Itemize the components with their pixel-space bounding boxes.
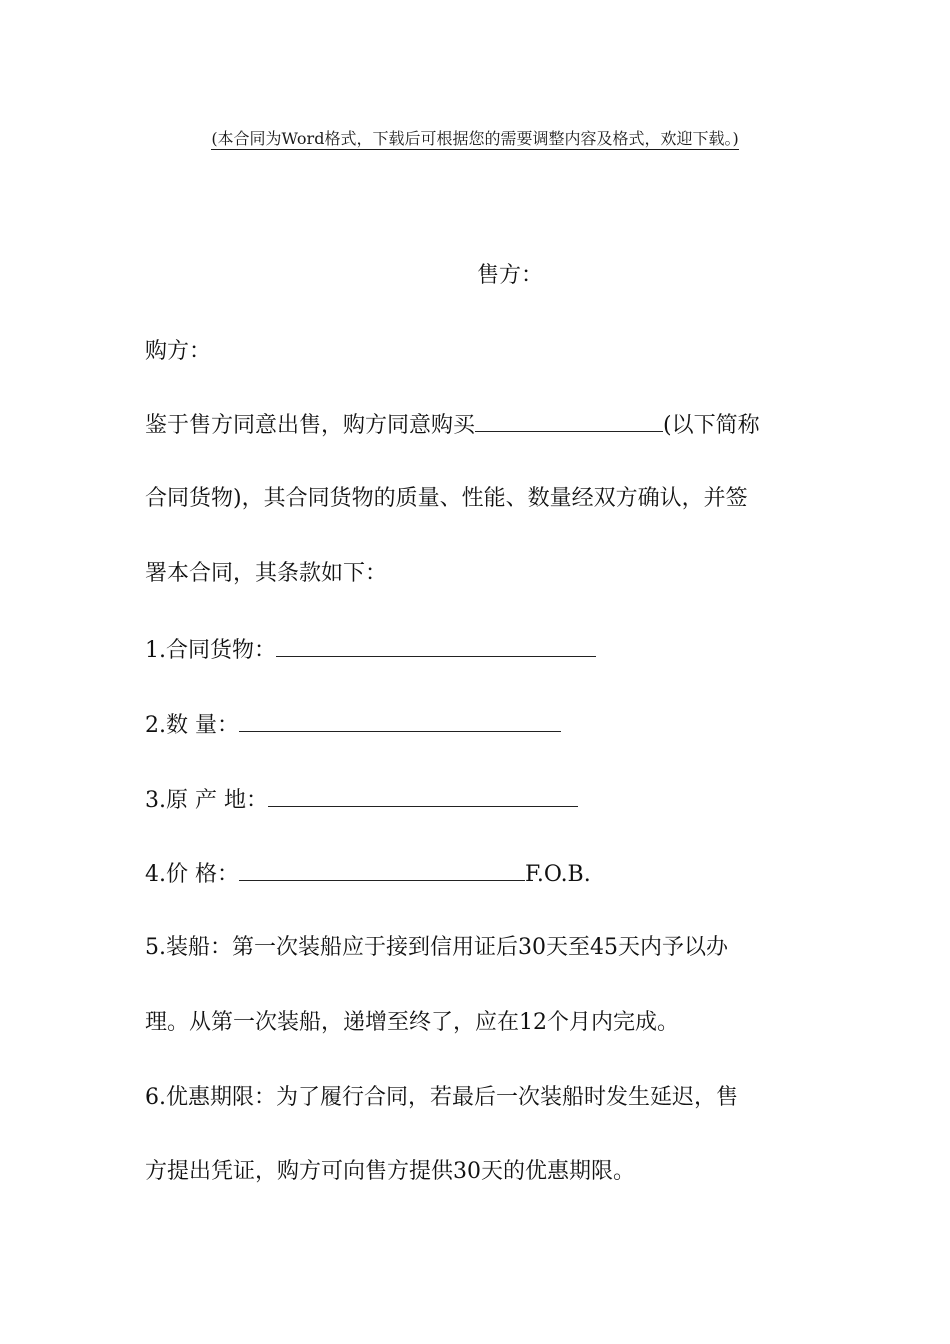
preamble-line-3: 署本合同，其条款如下： xyxy=(145,561,388,586)
buyer-label: 购方： xyxy=(145,339,212,364)
download-notice xyxy=(0,126,950,152)
download-notice-text: (本合同为Word格式，下载后可根据您的需要调整内容及格式，欢迎下载。) xyxy=(211,129,739,148)
clause-price xyxy=(145,858,591,890)
goods-blank[interactable] xyxy=(276,634,596,657)
preamble-line-1 xyxy=(145,409,760,441)
origin-blank[interactable] xyxy=(268,784,578,807)
quantity-blank[interactable] xyxy=(239,709,561,732)
clause-shipment-line-2: 理。从第一次装船，递增至终了，应在12个月内完成。 xyxy=(145,1010,679,1035)
goods-name-blank[interactable] xyxy=(475,409,663,432)
clause-goods xyxy=(145,634,596,666)
clause-grace-line-2: 方提出凭证，购方可向售方提供30天的优惠期限。 xyxy=(145,1159,635,1184)
clause-grace-line-1: 6.优惠期限：为了履行合同，若最后一次装船时发生延迟，售 xyxy=(145,1085,738,1110)
seller-label: 售方： xyxy=(476,263,543,288)
preamble-line-1-text: 鉴于售方同意出售，购方同意购买 xyxy=(145,413,476,438)
clause-origin-label: 3.原 产 地： xyxy=(145,788,268,813)
clause-quantity-label: 2.数 量： xyxy=(145,713,239,738)
clause-price-label: 4.价 格： xyxy=(145,862,239,887)
preamble-line-1-suffix: (以下简称 xyxy=(663,413,760,438)
clause-price-suffix: F.O.B. xyxy=(524,862,591,887)
preamble-line-2: 合同货物)，其合同货物的质量、性能、数量经双方确认，并签 xyxy=(145,486,748,511)
price-blank[interactable] xyxy=(239,858,525,881)
clause-origin xyxy=(145,784,578,816)
clause-shipment-line-1: 5.装船：第一次装船应于接到信用证后30天至45天内予以办 xyxy=(145,935,728,960)
clause-quantity xyxy=(145,709,561,741)
clause-goods-label: 1.合同货物： xyxy=(145,638,276,663)
